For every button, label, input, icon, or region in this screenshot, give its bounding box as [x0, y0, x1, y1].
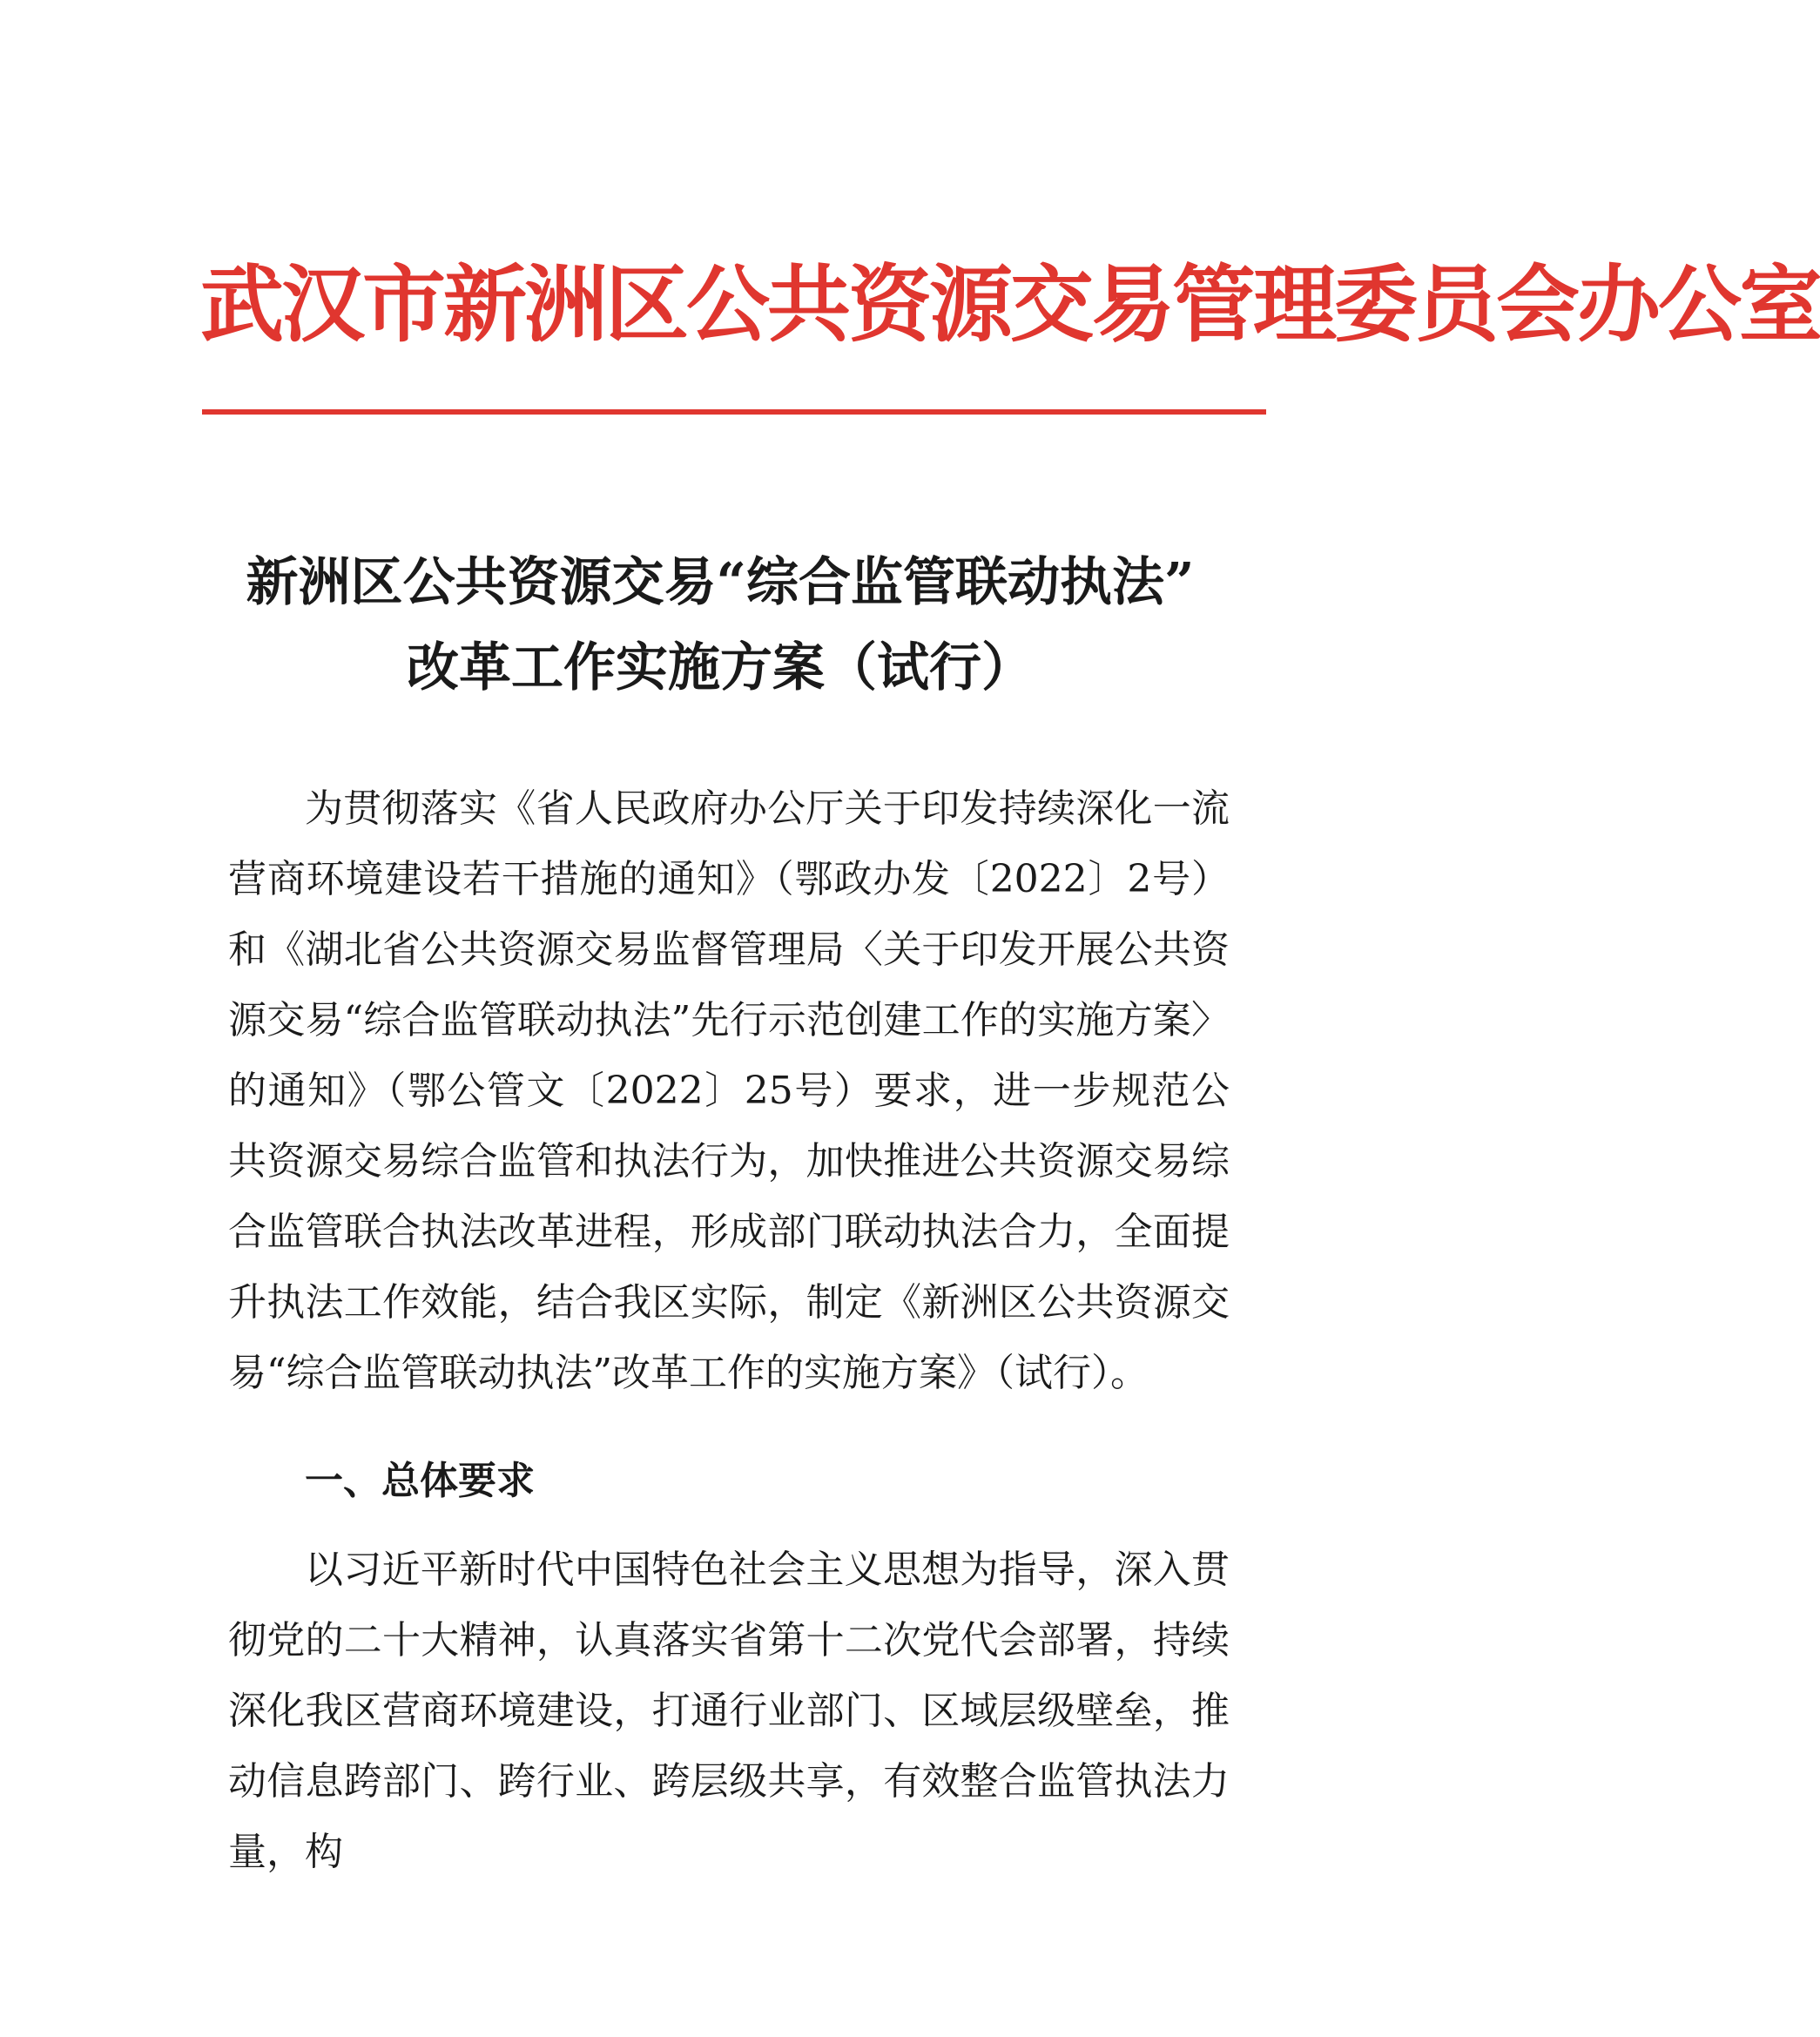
section-1-heading: 一、总体要求	[305, 1459, 535, 1503]
section-1-paragraph: 以习近平新时代中国特色社会主义思想为指导，深入贯彻党的二十大精神，认真落实省第十二次党代会部署，持续深化我区营商环境建设，打通行业部门、区域层级壁垒，推动信息跨部门、跨行业、跨层级共享，有效整合监管执法力量，构	[228, 1548, 1230, 1874]
section-1-heading-block	[228, 1446, 1230, 1516]
letterhead-org-name: 武汉市新洲区公共资源交易管理委员会办公室	[200, 255, 1820, 354]
body-paragraph-1-block	[228, 773, 1230, 1408]
section-1-paragraph-block	[228, 1534, 1230, 1887]
document-title	[174, 540, 1266, 711]
document-title-line-1: 新洲区公共资源交易“综合监管联动执法”	[246, 552, 1195, 613]
document-title-line-2: 改革工作实施方案（试行）	[407, 637, 1034, 698]
letterhead-red-rule	[202, 409, 1266, 415]
body-paragraph-1: 为贯彻落实《省人民政府办公厅关于印发持续深化一流营商环境建设若干措施的通知》（鄂政办发〔2022〕2号）和《湖北省公共资源交易监督管理局〈关于印发开展公共资源交易“综合监管联动执法”先行示范创建工作的实施方案〉的通知》（鄂公管文〔2022〕25号）要求，进一步规范公共资源交易综合监管和执法行为，加快推进公共资源交易综合监管联合执法改革进程，形成部门联动执法合力，全面提升执法工作效能，结合我区实际，制定《新洲区公共资源交易“综合监管联动执法”改革工作的实施方案》（试行）。	[228, 786, 1230, 1395]
